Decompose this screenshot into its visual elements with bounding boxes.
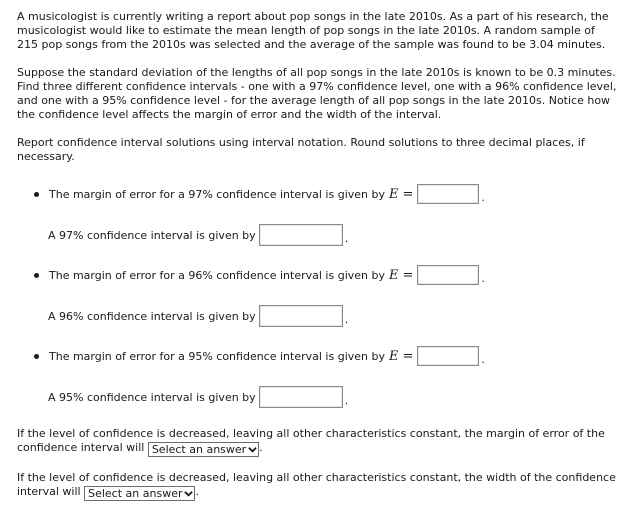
period-mark: . <box>259 441 263 454</box>
margin-row-96 <box>34 263 485 287</box>
interval-row-95 <box>48 385 348 409</box>
margin-input-97[interactable] <box>417 184 479 204</box>
margin-symbol: E <box>388 348 399 364</box>
equals-sign: = <box>402 267 414 283</box>
margin-row-97 <box>34 182 485 206</box>
margin-label-97: The margin of error for a 97% confidence interval is given by <box>49 187 385 201</box>
period-mark: . <box>344 393 349 407</box>
margin-input-95[interactable] <box>417 346 479 366</box>
bullet-icon <box>34 273 39 278</box>
problem-intro: A musicologist is currently writing a report about pop songs in the late 2010s. As a part of his research, the musicologist would like to estimate the mean length of pop songs in the late 2010s. A random sample of 215 pop songs from the 2010s was selected and the average of the sample was found to be 3.04 minutes. <box>17 10 609 51</box>
interval-label-96: A 96% confidence interval is given by <box>48 309 256 323</box>
select-label: Select an answer <box>151 443 247 456</box>
interval-label-97: A 97% confidence interval is given by <box>48 228 256 242</box>
margin-row-95 <box>34 344 485 368</box>
interval-row-97 <box>48 223 348 247</box>
period-mark: . <box>344 312 349 326</box>
equals-sign: = <box>402 348 414 364</box>
period-mark: . <box>344 231 349 245</box>
bullet-icon <box>34 192 39 197</box>
margin-label-96: The margin of error for a 96% confidence interval is given by <box>49 268 385 282</box>
interval-input-97[interactable] <box>259 224 343 246</box>
period-mark: . <box>195 485 199 498</box>
interval-row-96 <box>48 304 348 328</box>
margin-symbol: E <box>388 186 399 202</box>
interval-input-96[interactable] <box>259 305 343 327</box>
question-width <box>17 471 617 501</box>
bullet-icon <box>34 354 39 359</box>
period-mark: . <box>481 190 485 204</box>
margin-input-96[interactable] <box>417 265 479 285</box>
question-margin-text: If the level of confidence is decreased, leaving all other characteristics constant, the margin of error of the confidence interval will <box>17 427 605 454</box>
width-answer-select[interactable] <box>84 486 195 501</box>
interval-label-95: A 95% confidence interval is given by <box>48 390 256 404</box>
question-width-text: If the level of confidence is decreased, leaving all other characteristics constant, the width of the confidence interval will <box>17 471 616 498</box>
margin-symbol: E <box>388 267 399 283</box>
chevron-down-icon <box>248 445 257 454</box>
period-mark: . <box>481 271 485 285</box>
problem-details: Suppose the standard deviation of the lengths of all pop songs in the late 2010s is known to be 0.3 minutes. Find three different confidence intervals - one with a 97% confidence level, one with a 96% confidence level, and one with a 95% confidence level - for the average length of all pop songs in the late 2010s. Notice how the confidence level affects the margin of error and the width of the interval. <box>17 66 617 121</box>
select-label: Select an answer <box>88 487 183 500</box>
question-margin <box>17 427 617 457</box>
margin-label-95: The margin of error for a 95% confidence interval is given by <box>49 349 385 363</box>
period-mark: . <box>481 352 485 366</box>
interval-input-95[interactable] <box>259 386 343 408</box>
equals-sign: = <box>402 186 414 202</box>
margin-answer-select[interactable] <box>148 442 259 457</box>
chevron-down-icon <box>184 489 193 498</box>
problem-instructions: Report confidence interval solutions using interval notation. Round solutions to three decimal places, if necessary. <box>17 136 585 163</box>
